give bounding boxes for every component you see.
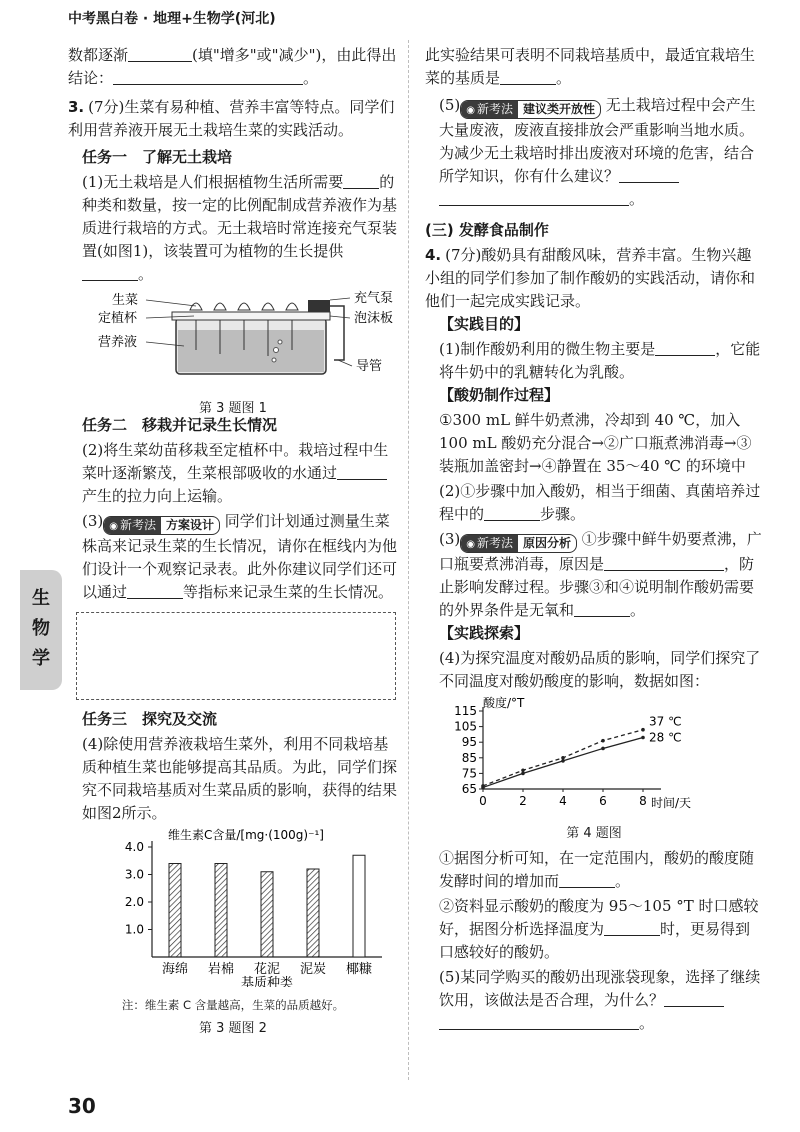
text: (1)制作酸奶利用的微生物主要是 [439, 340, 656, 358]
question-4-intro [425, 244, 763, 313]
answer-blank[interactable] [574, 602, 630, 617]
left-column [68, 42, 398, 1040]
text: 由此得出结论： [68, 46, 397, 87]
page-number: 30 [68, 1094, 96, 1118]
label-pump: 充气泵 [354, 291, 394, 306]
text: 等指标来记录生菜的生长情况。 [183, 583, 394, 601]
text: 无土栽培过程中会产生大量废液，废液直接排放会严重影响当地水质。为减少无土栽培时排出废液对环境的危害，结合所学知识，你有什么建议？ [439, 96, 756, 185]
bar-category-label: 花泥 [253, 962, 281, 977]
answer-blank[interactable] [559, 873, 615, 888]
line-point [521, 772, 525, 776]
process-heading: 【酸奶制作过程】 [439, 386, 560, 404]
method-tag [460, 534, 577, 553]
bar-y-tick-label: 4.0 [124, 840, 144, 854]
answer-blank[interactable] [127, 584, 183, 599]
answer-blank[interactable] [604, 921, 660, 936]
method-tag [460, 100, 601, 119]
side-tab-char: 学 [32, 648, 50, 669]
question-3-intro [68, 96, 398, 142]
task-1-question: (1)无土栽培是人们根据植物生活所需要 的种类和数量，按一定的比例配制成营养液作为基质进行栽培的方式。无土栽培时常连接充气泵装置(如图1)，该装置可为植物的生长提供。 [82, 173, 398, 283]
bar-category-label: 泥炭 [299, 962, 327, 977]
answer-blank[interactable] [343, 174, 379, 189]
label-solution: 营养液 [98, 335, 138, 350]
q4-part-4-1: ①据图分析可知，在一定范围内，酸奶的酸度随发酵时间的增加而 。 [439, 849, 755, 890]
tag-new-label: 新考法 [119, 518, 156, 532]
line-y-tick-label: 85 [461, 750, 477, 765]
figure-1-caption: 第 3 题图 1 [199, 401, 267, 416]
q4-part-5: (5)某同学购买的酸奶出现涨袋现象，选择了继续饮用，该做法是否合理，为什么？。 [439, 968, 761, 1032]
text: ②资料显示酸奶的酸度为 95～105 °T 时口感较好，据图分析选择温度为 [439, 897, 759, 938]
text: (7分)酸奶具有甜酸风味，营养丰富。生物兴趣小组的同学们参加了制作酸奶的实践活动，请你和他们一起完成实践记录。 [425, 246, 756, 310]
answer-blank[interactable] [113, 70, 303, 85]
bar [215, 864, 227, 958]
answer-blank[interactable] [500, 70, 556, 85]
answer-blank[interactable] [619, 168, 679, 183]
figure-4-caption: 第 4 题图 [566, 826, 622, 841]
line-x-tick-label: 6 [599, 794, 607, 808]
question-number: 3. [68, 98, 85, 116]
figure-1-hydroponics [68, 290, 398, 416]
task-3-question: (4)除使用营养液栽培生菜外，利用不同栽培基质种植生菜也能够提高其品质。为此，同学们探究不同栽培基质对生菜品质的影响，获得的结果如图2所示。 [82, 735, 398, 822]
subject-side-tab [20, 570, 62, 690]
line-point [601, 747, 605, 751]
label-foam: 泡沫板 [354, 311, 394, 326]
page-header: 中考黑白卷 · 地理+生物学(河北) [68, 11, 276, 27]
answer-blank[interactable] [694, 556, 724, 571]
task-2-question [68, 439, 398, 508]
process-steps: ①300 mL 鲜牛奶煮沸，冷却到 40 ℃，加入 100 mL 酸奶充分混合→②广口瓶煮沸消毒→③装瓶加盖密封→④静置在 35～40 ℃ 的环境中 [439, 411, 752, 475]
text: (2)①步骤中加入酸奶，相当于细菌、真菌培养过程中的 [439, 482, 761, 523]
line-point [521, 768, 525, 772]
figure-2-bar-chart [68, 827, 398, 1040]
tag-type-label: 建议类开放性 [523, 102, 596, 116]
line-x-tick-label: 8 [639, 794, 647, 808]
line-point [641, 728, 645, 732]
line-x-tick-label: 2 [519, 794, 527, 808]
figure-2-note: 注：维生素 C 含量越高，生菜的品质越好。 [121, 998, 345, 1012]
line-point [481, 786, 485, 790]
answer-blank[interactable] [337, 465, 367, 480]
text: ①据图分析可知，在一定范围内，酸奶的酸度随发酵时间的增加而 [439, 849, 755, 890]
line-chart [425, 695, 763, 815]
continued-text: 数都逐渐 (填"增多"或"减少")，由此得出结论： 。 [68, 46, 397, 87]
q4-part-2 [425, 480, 763, 526]
text: (5)某同学购买的酸奶出现涨袋现象，选择了继续饮用，该做法是否合理，为什么？ [439, 968, 761, 1009]
line-y-tick-label: 65 [461, 782, 477, 796]
pin-icon: ◉ [109, 521, 118, 532]
answer-blank[interactable] [664, 992, 724, 1007]
line-y-tick-label: 115 [454, 704, 477, 718]
answer-blank[interactable] [439, 191, 629, 206]
line-x-tick-label: 4 [559, 794, 567, 808]
line-point [561, 759, 565, 763]
task-2-question-3 [68, 510, 398, 604]
right-column [425, 42, 763, 1035]
bar [307, 869, 319, 957]
task-3-heading: 任务三 探究及交流 [82, 710, 218, 728]
column-divider [408, 40, 409, 1080]
line-x-tick-label: 0 [479, 794, 487, 808]
explore-heading: 【实践探索】 [439, 624, 530, 642]
line-y-tick-label: 105 [454, 719, 477, 734]
answer-blank[interactable] [604, 556, 694, 571]
text: ①步骤中鲜牛奶要煮沸，广口瓶要煮沸消毒，原因是 [439, 530, 762, 573]
task-2-heading: 任务二 移栽并记录生长情况 [82, 416, 278, 434]
bar-chart [68, 827, 398, 987]
text: (3) [439, 530, 461, 548]
q3-part-5: (5) ◉ 新考法 建议类开放性 无土栽培过程中会产生大量废液，废液直接排放会严重影响当地水质。为减少无土栽培时排出废液对环境的危害，结合所学知识，你有什么建议？。 [439, 96, 756, 208]
text: 步骤。 [540, 505, 586, 523]
answer-blank[interactable] [484, 506, 540, 521]
text: 的种类和数量，按一定的比例配制成营养液作为基质进行栽培的方式。无土栽培时常连接充气泵装置(如图1)，该装置可为植物的生长提供 [82, 173, 398, 260]
question-number: 4. [425, 246, 442, 264]
bar-xlabel: 基质种类 [240, 976, 294, 987]
bar [261, 872, 273, 957]
bar [353, 855, 365, 957]
line-point [641, 736, 645, 740]
answer-blank[interactable] [655, 341, 715, 356]
text: 产生的拉力向上运输。 [82, 487, 233, 505]
label-lettuce: 生菜 [112, 293, 139, 308]
line-point [601, 739, 605, 743]
section-3-heading: (三) 发酵食品制作 [425, 221, 549, 239]
text: ，防止影响发酵过程。步骤③和④说明制作酸奶需要的外界条件是无氧和 [439, 555, 755, 619]
label-tube: 导管 [356, 359, 383, 374]
q4-part-4: (4)为探究温度对酸奶品质的影响，同学们探究了不同温度对酸奶酸度的影响，数据如图： [439, 649, 761, 690]
line-series-label: 28 ℃ [649, 730, 682, 745]
line-point [561, 756, 565, 760]
tag-new-label: 新考法 [476, 536, 513, 550]
side-tab-char: 物 [32, 618, 50, 639]
text: ，它能将牛奶中的乳糖转化为乳酸。 [439, 340, 761, 381]
answer-blank[interactable] [439, 1015, 639, 1030]
pin-icon: ◉ [466, 105, 475, 116]
line-series-label: 37 ℃ [649, 714, 682, 729]
q4-part-1 [425, 338, 763, 384]
q3-continued: 此实验结果可表明不同栽培基质中，最适宜栽培生菜的基质是 。 [425, 46, 756, 87]
answer-blank[interactable] [128, 47, 192, 62]
text: 同学们计划通过测量生菜株高来记录生菜的生长情况，请你在框线内为他们设计一个观察记录表。此外你建议同学们还可以通过 [82, 512, 398, 601]
answer-blank[interactable] [367, 465, 387, 480]
task-1-heading: 任务一 了解无土栽培 [82, 148, 233, 166]
record-table-box[interactable] [76, 612, 396, 700]
q4-part-4-2 [425, 895, 763, 964]
side-tab-char: 生 [32, 588, 50, 609]
bar-ylabel: 维生素C含量/[mg·(100g)⁻¹] [168, 828, 324, 842]
text: 数都逐渐 [68, 46, 129, 64]
tag-type-label: 方案设计 [166, 518, 215, 532]
bar [169, 864, 181, 958]
tag-type-label: 原因分析 [523, 536, 572, 550]
method-tag [103, 516, 220, 535]
line-xlabel: 时间/天 [651, 796, 692, 810]
bar-y-tick-label: 1.0 [124, 922, 144, 937]
bar-y-tick-label: 3.0 [124, 867, 144, 882]
text: (1)无土栽培是人们根据植物生活所需要 [82, 173, 344, 191]
answer-blank[interactable] [82, 266, 138, 281]
text: (填"增多"或"减少")， [192, 46, 337, 64]
text: 时，更易得到口感较好的酸奶。 [439, 920, 751, 961]
figure-2-caption: 第 3 题图 2 [199, 1021, 267, 1036]
line-y-tick-label: 95 [461, 735, 477, 750]
line-ylabel: 酸度/°T [483, 696, 525, 710]
label-cup: 定植杯 [98, 311, 138, 326]
goal-heading: 【实践目的】 [439, 315, 530, 333]
pin-icon: ◉ [466, 539, 475, 550]
text: (7分)生菜有易种植、营养丰富等特点。同学们利用营养液开展无土栽培生菜的实践活动。 [68, 98, 395, 139]
text: (5) [439, 96, 461, 114]
bar-category-label: 海绵 [161, 962, 189, 977]
tag-new-label: 新考法 [476, 102, 513, 116]
text: (2)将生菜幼苗移栽至定植杯中。栽培过程中生菜叶逐渐繁茂，生菜根部吸收的水通过 [82, 441, 389, 482]
q4-part-3: (3) ◉ 新考法 原因分析 ①步骤中鲜牛奶要煮沸，广口瓶要煮沸消毒，原因是 ，防止影响发酵过程。步骤③和④说明制作酸奶需要的外界条件是无氧和 。 [439, 530, 762, 619]
bar-category-label: 椰糠 [345, 962, 373, 977]
line-y-tick-label: 75 [461, 766, 477, 781]
hydroponics-diagram [68, 290, 398, 390]
text: (3) [82, 512, 104, 530]
bar-category-label: 岩棉 [207, 962, 235, 977]
bar-y-tick-label: 2.0 [124, 895, 144, 909]
text: 此实验结果可表明不同栽培基质中，最适宜栽培生菜的基质是 [425, 46, 756, 87]
figure-4-line-chart [425, 695, 763, 845]
